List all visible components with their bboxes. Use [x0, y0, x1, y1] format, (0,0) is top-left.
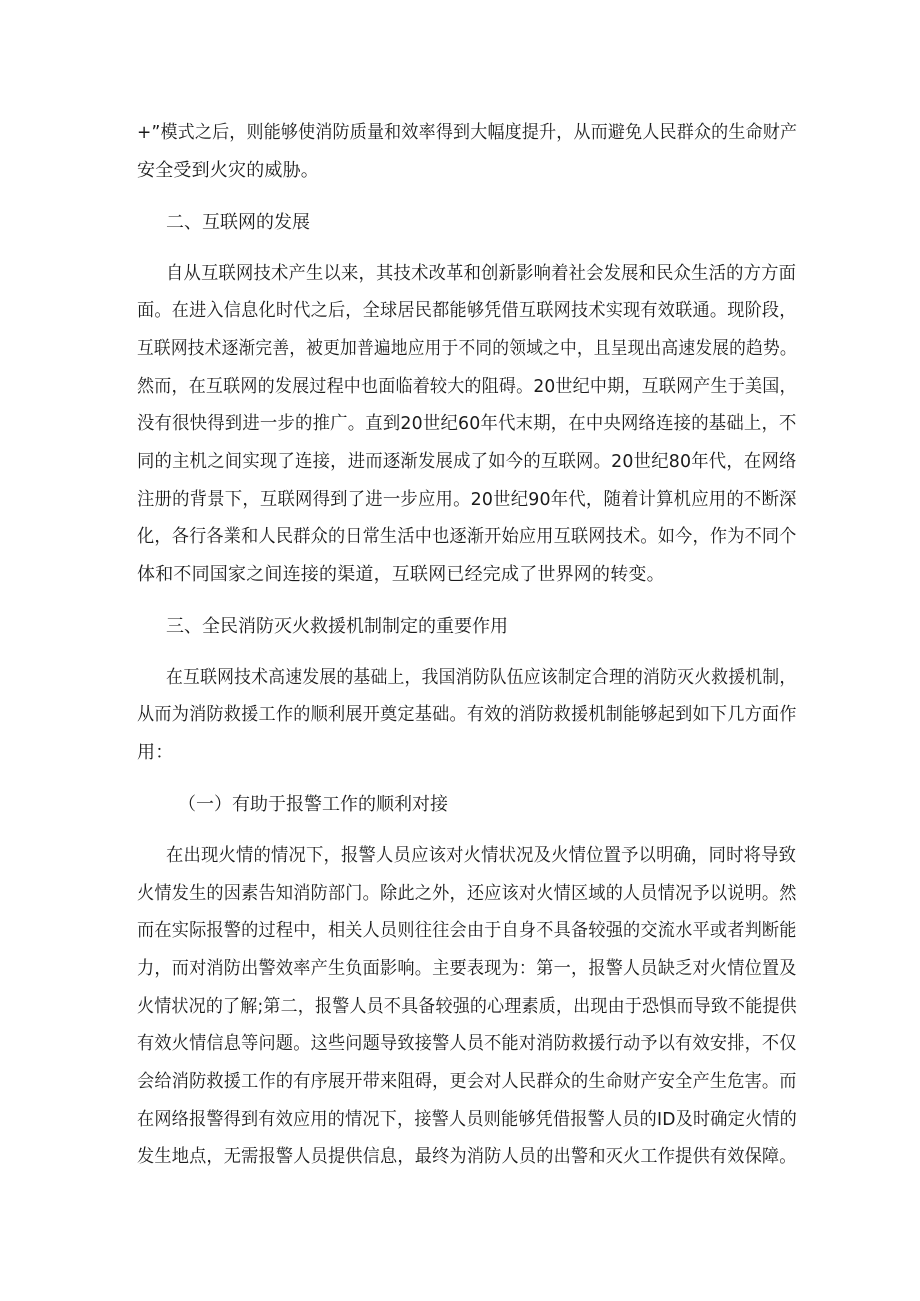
subsection-1-line-6: 有效火情信息等问题。这些问题导致接警人员不能对消防救援行动予以有效安排，不仅	[137, 1033, 797, 1054]
section-2-line-9: 体和不同国家之间连接的渠道，互联网已经完成了世界网的转变。	[137, 564, 665, 585]
section-2-heading: 二、互联网的发展	[166, 212, 310, 233]
subsection-1-line-2: 火情发生的因素告知消防部门。除此之外，还应该对火情区域的人员情况予以说明。然	[137, 883, 797, 904]
intro-line-2: 安全受到火灾的威胁。	[137, 160, 319, 181]
section-2-line-5: 没有很快得到进一步的推广。直到20世纪60年代末期，在中央网络连接的基础上，不	[137, 413, 797, 434]
section-2-line-1: 自从互联网技术产生以来，其技术改革和创新影响着社会发展和民众生活的方方面	[166, 263, 797, 284]
section-2-line-7: 注册的背景下，互联网得到了进一步应用。20世纪90年代，随着计算机应用的不断深	[137, 489, 797, 510]
subsection-1-line-3: 而在实际报警的过程中，相关人员则往往会由于自身不具备较强的交流水平或者判断能	[137, 920, 797, 941]
subsection-1-line-7: 会给消防救援工作的有序展开带来阻碍，更会对人民群众的生命财产安全产生危害。而	[137, 1071, 797, 1092]
subsection-1-line-8: 在网络报警得到有效应用的情况下，接警人员则能够凭借报警人员的ID及时确定火情的	[137, 1109, 797, 1130]
section-3-line-2: 从而为消防救援工作的顺利展开奠定基础。有效的消防救援机制能够起到如下几方面作	[137, 704, 797, 725]
section-3-line-3: 用：	[137, 742, 174, 763]
section-2-line-3: 互联网技术逐渐完善，被更加普遍地应用于不同的领域之中，且呈现出高速发展的趋势。	[137, 338, 797, 359]
intro-line-1: +”模式之后，则能够使消防质量和效率得到大幅度提升，从而避免人民群众的生命财产	[137, 122, 798, 143]
section-2-line-6: 同的主机之间实现了连接，进而逐渐发展成了如今的互联网。20世纪80年代，在网络	[137, 451, 797, 472]
section-2-line-2: 面。在进入信息化时代之后，全球居民都能够凭借互联网技术实现有效联通。现阶段，	[137, 300, 797, 321]
subsection-1-line-9: 发生地点，无需报警人员提供信息，最终为消防人员的出警和灭火工作提供有效保障。	[137, 1146, 797, 1167]
section-2-line-8: 化，各行各業和人民群众的日常生活中也逐渐开始应用互联网技术。如今，作为不同个	[137, 526, 797, 547]
section-2-line-4: 然而，在互联网的发展过程中也面临着较大的阻碍。20世纪中期，互联网产生于美国，	[137, 376, 797, 397]
section-3-heading: 三、全民消防灭火救援机制制定的重要作用	[166, 616, 508, 637]
section-3-line-1: 在互联网技术高速发展的基础上，我国消防队伍应该制定合理的消防灭火救援机制，	[166, 667, 797, 688]
subsection-1-heading: （一）有助于报警工作的顺利对接	[178, 794, 448, 815]
subsection-1-line-1: 在出现火情的情况下，报警人员应该对火情状况及火情位置予以明确，同时将导致	[166, 845, 797, 866]
subsection-1-line-4: 力，而对消防出警效率产生负面影响。主要表现为：第一，报警人员缺乏对火情位置及	[137, 958, 797, 979]
subsection-1-line-5: 火情状况的了解;第二，报警人员不具备较强的心理素质，出现由于恐惧而导致不能提供	[137, 996, 797, 1017]
